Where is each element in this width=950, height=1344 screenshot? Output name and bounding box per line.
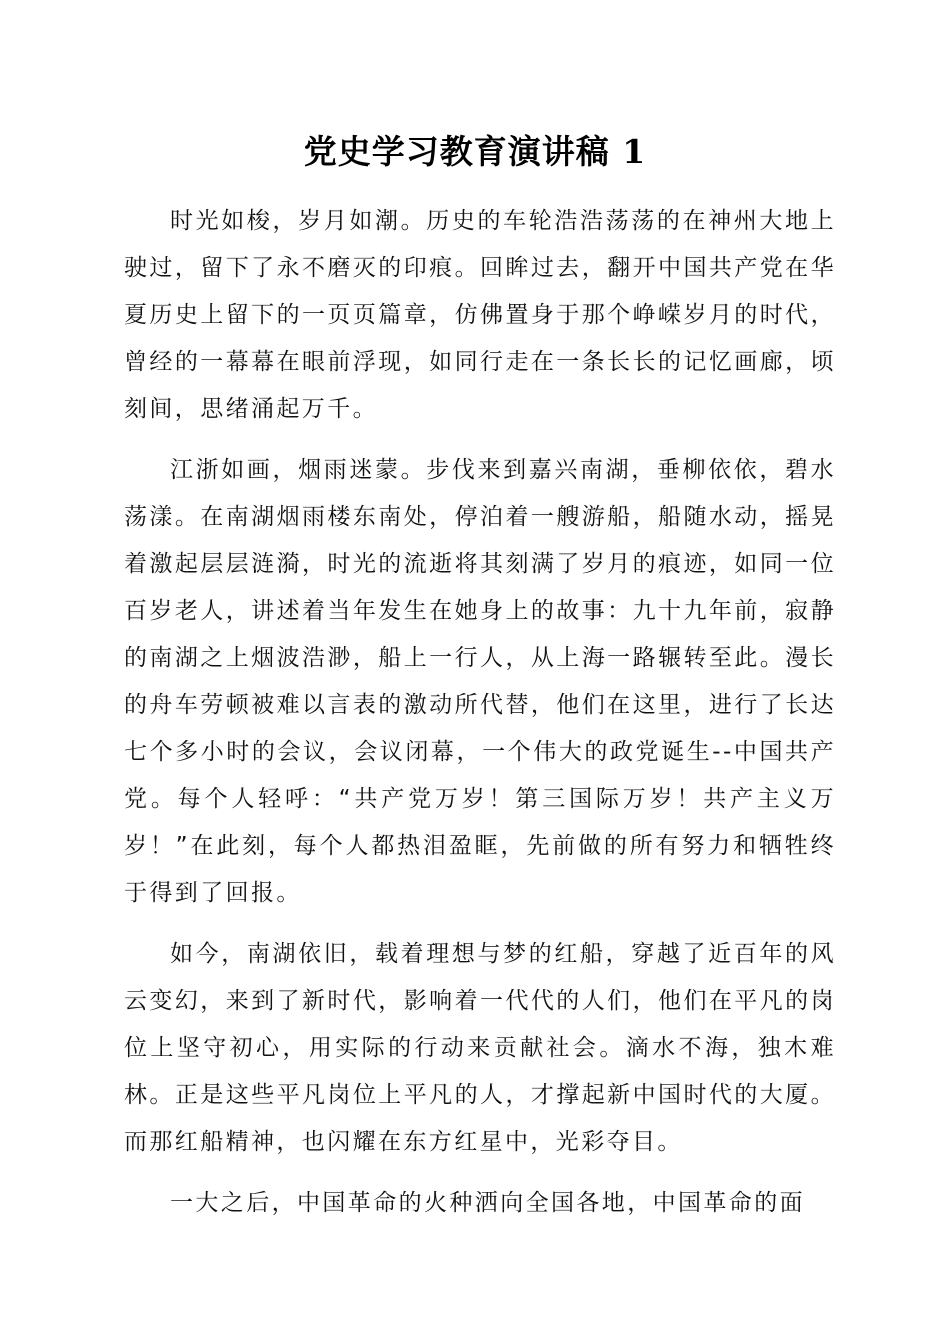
document-body: [124, 198, 836, 1241]
paragraph-4: 一大之后，中国革命的火种洒向全国各地，中国革命的面: [170, 1190, 805, 1216]
paragraph-1: 时光如梭，岁月如潮。历史的车轮浩浩荡荡的在神州大地上驶过，留下了永不磨灭的印痕。回眸过去，翻开中国共产党在华夏历史上留下的一页页篇章，仿佛置身于那个峥嵘岁月的时代，曾经的一幕幕在眼前浮现，如同行走在一条长长的记忆画廊，顷刻间，思绪涌起万千。: [124, 208, 836, 422]
document-title: 党史学习教育演讲稿 1: [303, 132, 647, 171]
paragraph-3: 如今，南湖依旧，载着理想与梦的红船，穿越了近百年的风云变幻，来到了新时代，影响着一代代的人们，他们在平凡的岗位上坚守初心，用实际的行动来贡献社会。滴水不海，独木难林。正是这些平凡岗位上平凡的人，才撑起新中国时代的大厦。而那红船精神，也闪耀在东方红星中，光彩夺目。: [124, 941, 836, 1155]
paragraph-2: 江浙如画，烟雨迷蒙。步伐来到嘉兴南湖，垂柳依依，碧水荡漾。在南湖烟雨楼东南处，停泊着一艘游船，船随水动，摇晃着激起层层涟漪，时光的流逝将其刻满了岁月的痕迹，如同一位百岁老人，讲述着当年发生在她身上的故事：九十九年前，寂静的南湖之上烟波浩渺，船上一行人，从上海一路辗转至此。漫长的舟车劳顿被难以言表的激动所代替，他们在这里，进行了长达七个多小时的会议，会议闭幕，一个伟大的政党诞生--中国共产党。每个人轻呼：“共产党万岁！第三国际万岁！共产主义万岁！”在此刻，每个人都热泪盈眶，先前做的所有努力和牺牲终于得到了回报。: [124, 457, 836, 906]
